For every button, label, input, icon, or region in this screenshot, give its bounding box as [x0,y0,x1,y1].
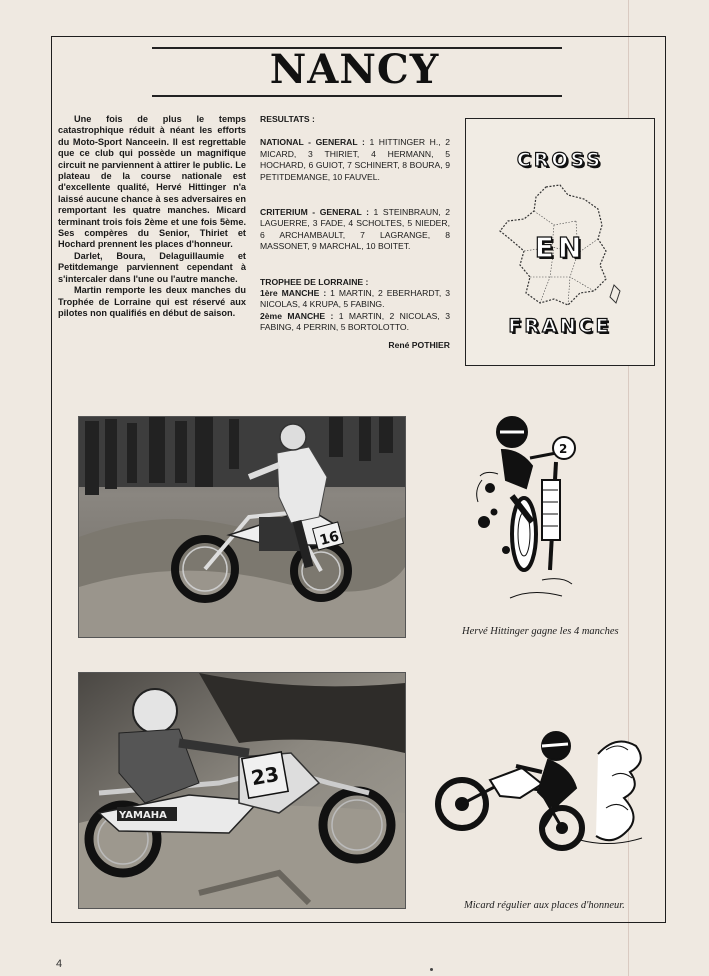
manche2-text: 1 MARTIN, 2 NICOLAS, 3 FABING, 4 PERRIN, 5 BORTOLOTTO. [260,310,450,333]
logo-word-cross: CROSS [516,149,604,171]
cartoon-rider-jump-illustration [472,410,602,606]
criterium-label: CRITERIUM - GENERAL : [260,207,369,218]
race-photo-hittinger [78,416,406,638]
page-number: 4 [56,958,63,970]
photo1-plate-number: 16 [318,528,341,549]
logo-word-france: FRANCE [508,315,612,337]
national-label: NATIONAL - GENERAL : [260,137,365,148]
intro-article [58,114,246,319]
cross-en-france-logo [465,118,655,366]
intro-paragraph-2: Darlet, Boura, Delaguillaumie et Petitdemange parviennent cependant à s'intercaler dans l'une ou l'autre manche. [58,250,246,284]
national-text: 1 HITTINGER H., 2 MICARD, 3 THIRIET, 4 HERMANN, 5 HOCHARD, 6 GUIOT, 7 SCHINERT, 8 BOURA, 9 PETITDEMANGE, 10 FAUVEL. [260,137,450,182]
criterium-text: 1 STEINBRAUN, 2 LAGUERRE, 3 FADE, 4 SCHOLTES, 5 NIEDER, 6 ARCHAMBAULT, 7 LAGRANGE, 8 MASSONET, 9 MARCHAL, 10 BOITET. [260,207,450,252]
manche1-text: 1 MARTIN, 2 EBERHARDT, 3 NICOLAS, 4 KRUPA, 5 FABING. [260,288,450,310]
results-column [260,114,450,351]
caption-micard: Micard régulier aux places d'honneur. [464,900,625,911]
author-signature: René POTHIER [388,339,450,350]
photo2-brand-text: YAMAHA [119,810,167,821]
caption-hittinger: Hervé Hittinger gagne les 4 manches [462,626,619,637]
intro-paragraph-1: Une fois de plus le temps catastrophique réduit à néant les efforts du Moto-Sport Nanceein. Il est regrettable que ce club qui possède un magnifique circuit ne parviennent à attirer le public. Le plateau de la course nationale est d'excellente qualité, Hervé Hittinger n'a laissé aucune chance à ses adversaires en remportant les quatre manches. Micard terminant trois fois 2ème et une fois 5ème. Ses compères du Senior, Thiriet et Hochard prennent les places d'honneur. [58,114,246,250]
trophee-label: TROPHEE DE LORRAINE : [260,276,369,287]
cartoon1-number: 2 [559,442,568,456]
photo2-plate-number: 23 [249,761,281,791]
cartoon-rider-wheelie-illustration [430,728,650,856]
page-title: NANCY [269,46,440,93]
results-trophee [260,277,450,334]
intro-paragraph-3: Martin remporte les deux manches du Trophée de Lorraine qui est réservé aux pilotes non qualifiés en début de saison. [58,285,246,318]
results-criterium [260,207,450,253]
manche2-label: 2ème MANCHE : [260,310,334,321]
print-speck [430,968,433,971]
results-heading: RESULTATS : [260,114,315,124]
title-rule-bottom [152,95,562,97]
race-photo-micard [78,672,406,909]
manche1-label: 1ère MANCHE : [260,288,327,299]
results-national [260,137,450,183]
logo-word-en: EN [534,231,586,264]
